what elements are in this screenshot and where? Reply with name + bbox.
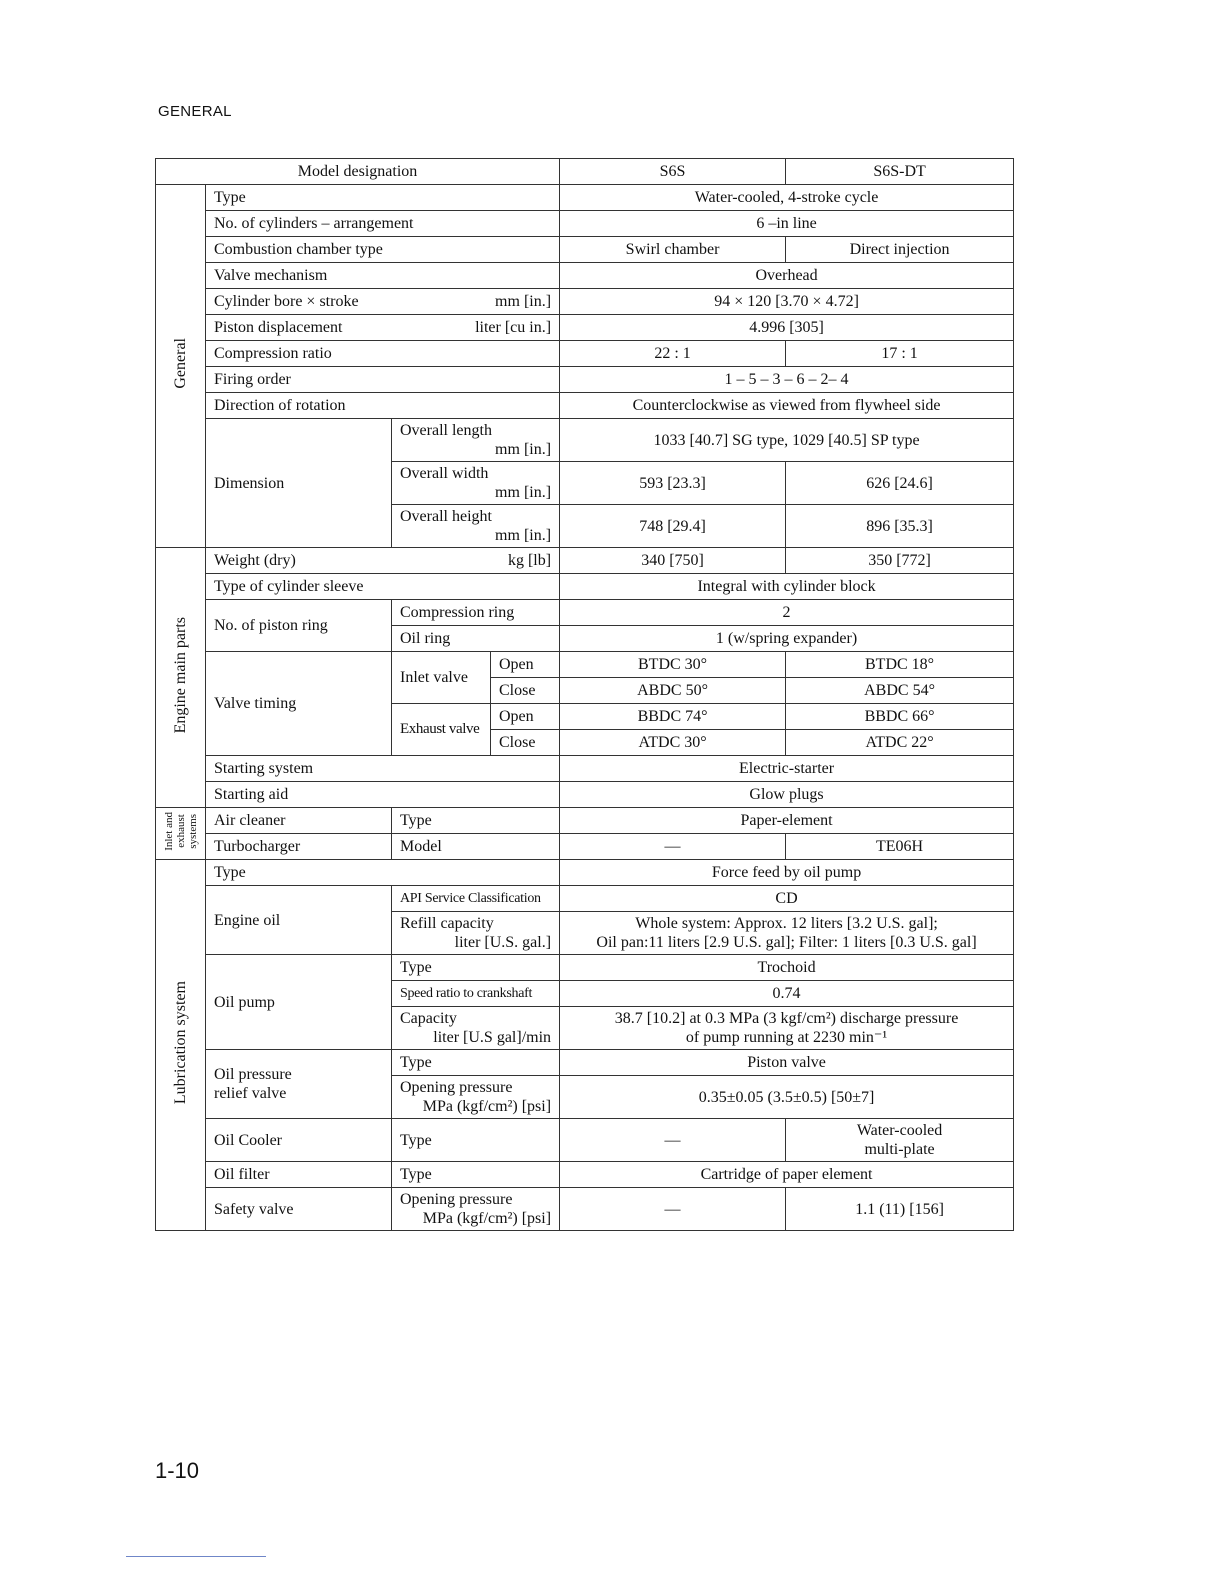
s6s-dt-value: 17 : 1 — [786, 341, 1014, 367]
s6s-value: 748 [29.4] — [560, 505, 786, 548]
sub-label: Type — [392, 808, 560, 834]
sub-label: Compression ring — [392, 600, 560, 626]
row-label: Oil Cooler — [206, 1119, 392, 1162]
section-engine-main-parts: Engine main parts — [156, 548, 206, 808]
page-number: 1-10 — [155, 1458, 200, 1483]
sub-label: Type — [392, 1119, 560, 1162]
row-label: Engine oil — [206, 886, 392, 955]
unit: mm [in.] — [495, 293, 552, 310]
sub-label: Speed ratio to crankshaft — [392, 981, 560, 1007]
sub-label: Overall width mm [in.] — [392, 462, 560, 505]
unit: liter [U.S. gal.] — [454, 934, 552, 951]
table-row — [156, 367, 1014, 393]
page-divider — [126, 1556, 266, 1557]
s6s-value: ATDC 30° — [560, 730, 786, 756]
row-value: Cartridge of paper element — [560, 1162, 1014, 1188]
unit: mm [in.] — [495, 441, 552, 458]
unit: liter [U.S gal]/min — [433, 1029, 552, 1046]
sub-label: Open — [491, 704, 560, 730]
table-row — [156, 652, 1014, 678]
table-row — [156, 289, 1014, 315]
unit: mm [in.] — [495, 484, 552, 501]
s6s-dt-value: 896 [35.3] — [786, 505, 1014, 548]
row-value: Whole system: Approx. 12 liters [3.2 U.S. gal]; Oil pan:11 liters [2.9 U.S. gal]; Filter: 1 liters [0.3 U.S. gal] — [560, 912, 1014, 955]
model-designation-header: Model designation — [156, 159, 560, 185]
table-row — [156, 211, 1014, 237]
sub-label: Exhaust valve — [392, 704, 491, 756]
row-label: Oil pump — [206, 955, 392, 1050]
row-value: 2 — [560, 600, 1014, 626]
s6s-dt-value: Direct injection — [786, 237, 1014, 263]
sub-label: Oil ring — [392, 626, 560, 652]
page-header: GENERAL — [158, 103, 232, 120]
s6s-value: ABDC 50° — [560, 678, 786, 704]
sub-label: Overall length mm [in.] — [392, 419, 560, 462]
s6s-value: 593 [23.3] — [560, 462, 786, 505]
s6s-dt-value: TE06H — [786, 834, 1014, 860]
s6s-header: S6S — [560, 159, 786, 185]
row-value: Piston valve — [560, 1050, 1014, 1076]
s6s-dt-value: BTDC 18° — [786, 652, 1014, 678]
row-value: Counterclockwise as viewed from flywheel side — [560, 393, 1014, 419]
row-value: Paper-element — [560, 808, 1014, 834]
table-row — [156, 341, 1014, 367]
table-row — [156, 1188, 1014, 1231]
engine-spec-table — [155, 158, 1014, 1231]
table-row — [156, 886, 1014, 912]
s6s-value: BBDC 74° — [560, 704, 786, 730]
row-value: 6 –in line — [560, 211, 1014, 237]
row-value: 94 × 120 [3.70 × 4.72] — [560, 289, 1014, 315]
row-label: Safety valve — [206, 1188, 392, 1231]
s6s-value: — — [560, 1188, 786, 1231]
row-value: CD — [560, 886, 1014, 912]
s6s-value: — — [560, 1119, 786, 1162]
table-row — [156, 237, 1014, 263]
s6s-dt-value: 1.1 (11) [156] — [786, 1188, 1014, 1231]
row-value: 1 – 5 – 3 – 6 – 2– 4 — [560, 367, 1014, 393]
table-row — [156, 419, 1014, 462]
unit: MPa (kgf/cm²) [psi] — [422, 1098, 552, 1115]
table-row — [156, 574, 1014, 600]
s6s-dt-value: ABDC 54° — [786, 678, 1014, 704]
s6s-dt-value: BBDC 66° — [786, 704, 1014, 730]
s6s-dt-value: Water-cooled multi-plate — [786, 1119, 1014, 1162]
section-general: General — [156, 185, 206, 548]
s6s-dt-value: 626 [24.6] — [786, 462, 1014, 505]
sub-label: Overall height mm [in.] — [392, 505, 560, 548]
table-header-row — [156, 159, 1014, 185]
row-value: 0.74 — [560, 981, 1014, 1007]
table-row — [156, 315, 1014, 341]
row-label: Type of cylinder sleeve — [206, 574, 560, 600]
table-row — [156, 808, 1014, 834]
sub-label: Type — [392, 1162, 560, 1188]
row-value: Trochoid — [560, 955, 1014, 981]
table-row — [156, 782, 1014, 808]
sub-label: Type — [392, 955, 560, 981]
table-row — [156, 548, 1014, 574]
row-value: Integral with cylinder block — [560, 574, 1014, 600]
table-row — [156, 955, 1014, 981]
row-value: Glow plugs — [560, 782, 1014, 808]
unit: kg [lb] — [507, 552, 552, 569]
row-value: Electric-starter — [560, 756, 1014, 782]
sub-label: Close — [491, 730, 560, 756]
table-row — [156, 185, 1014, 211]
sub-label: Open — [491, 652, 560, 678]
table-row — [156, 600, 1014, 626]
table-row — [156, 860, 1014, 886]
row-label: No. of cylinders – arrangement — [206, 211, 560, 237]
row-label: Oil filter — [206, 1162, 392, 1188]
row-label: Combustion chamber type — [206, 237, 560, 263]
sub-label: Inlet valve — [392, 652, 491, 704]
sub-label: Close — [491, 678, 560, 704]
sub-label: Model — [392, 834, 560, 860]
row-value: 0.35±0.05 (3.5±0.5) [50±7] — [560, 1076, 1014, 1119]
row-label: No. of piston ring — [206, 600, 392, 652]
row-value: Overhead — [560, 263, 1014, 289]
row-label: Oil pressure relief valve — [206, 1050, 392, 1119]
s6s-dt-header: S6S-DT — [786, 159, 1014, 185]
row-label: Valve timing — [206, 652, 392, 756]
unit: mm [in.] — [495, 527, 552, 544]
row-label: Type — [206, 860, 560, 886]
row-label: Piston displacement liter [cu in.] — [206, 315, 560, 341]
table-row — [156, 393, 1014, 419]
sub-label: Capacity liter [U.S gal]/min — [392, 1007, 560, 1050]
row-label: Turbocharger — [206, 834, 392, 860]
row-label: Direction of rotation — [206, 393, 560, 419]
unit: MPa (kgf/cm²) [psi] — [422, 1210, 552, 1227]
table-row — [156, 263, 1014, 289]
s6s-dt-value: ATDC 22° — [786, 730, 1014, 756]
sub-label: Type — [392, 1050, 560, 1076]
row-label: Starting system — [206, 756, 560, 782]
table-row — [156, 834, 1014, 860]
sub-label: Refill capacity liter [U.S. gal.] — [392, 912, 560, 955]
table-row — [156, 1050, 1014, 1076]
row-label: Starting aid — [206, 782, 560, 808]
row-label: Cylinder bore × stroke mm [in.] — [206, 289, 560, 315]
s6s-value: BTDC 30° — [560, 652, 786, 678]
dimension-label: Dimension — [206, 419, 392, 548]
table-row — [156, 756, 1014, 782]
row-label: Firing order — [206, 367, 560, 393]
row-value: Force feed by oil pump — [560, 860, 1014, 886]
s6s-dt-value: 350 [772] — [786, 548, 1014, 574]
row-label: Valve mechanism — [206, 263, 560, 289]
table-row — [156, 1119, 1014, 1162]
sub-label: API Service Classification — [392, 886, 560, 912]
s6s-value: 340 [750] — [560, 548, 786, 574]
row-label: Air cleaner — [206, 808, 392, 834]
row-value: 4.996 [305] — [560, 315, 1014, 341]
sub-label: Opening pressure MPa (kgf/cm²) [psi] — [392, 1076, 560, 1119]
row-value: 38.7 [10.2] at 0.3 MPa (3 kgf/cm²) discharge pressure of pump running at 2230 min⁻¹ — [560, 1007, 1014, 1050]
row-label: Weight (dry) kg [lb] — [206, 548, 560, 574]
unit: liter [cu in.] — [475, 319, 552, 336]
s6s-value: 22 : 1 — [560, 341, 786, 367]
row-label: Type — [206, 185, 560, 211]
row-value: 1033 [40.7] SG type, 1029 [40.5] SP type — [560, 419, 1014, 462]
row-value: Water-cooled, 4-stroke cycle — [560, 185, 1014, 211]
s6s-value: — — [560, 834, 786, 860]
s6s-value: Swirl chamber — [560, 237, 786, 263]
table-row — [156, 1162, 1014, 1188]
section-lubrication: Lubrication system — [156, 860, 206, 1231]
row-label: Compression ratio — [206, 341, 560, 367]
section-inlet-exhaust: Inlet and exhaust systems — [156, 808, 206, 860]
sub-label: Opening pressure MPa (kgf/cm²) [psi] — [392, 1188, 560, 1231]
row-value: 1 (w/spring expander) — [560, 626, 1014, 652]
